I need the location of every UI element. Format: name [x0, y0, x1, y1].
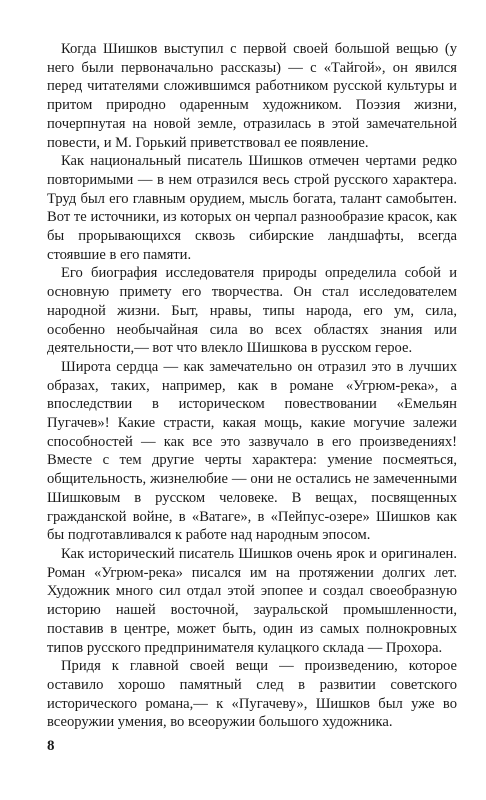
paragraph-historical-writer: Как исторический писатель Шишков очень ярок и оригинален. Роман «Угрюм-река» писался им на протяжении долгих лет. Художник много сил отдал этой эпопее и создал своеобразную историю нашей восточной, зауральской промышленности, поставив в центре, может быть, один из самых полнокровных типов русского предпринимателя кулацкого склада — Прохора.	[47, 545, 457, 656]
paragraph-pugachev: Придя к главной своей вещи — произведению, которое оставило хорошо памятный след в развитии советского исторического романа,— к «Пугачеву», Шишков был уже во всеоружии умения, во всеоружии большого художника.	[47, 658, 457, 731]
page-number: 8	[47, 738, 55, 754]
paragraph-national-writer: Как национальный писатель Шишков отмечен чертами редко повторимыми — в нем отразился весь строй русского характера. Труд был его главным орудием, мысль богата, талант самобытен. Вот те источники, из которых он черпал разнообразие красок, как бы прорывающихся сквозь сибирские ландшафты, всегда стоявшие в его памяти.	[47, 153, 457, 263]
paragraph-biography: Его биография исследователя природы определила собой и основную примету его творчества. Он стал исследователем народной жизни. Быт, нравы, типы народа, его ум, сила, особенно необычайная сила во всех областях знания или деятельности,— вот что влекло Шишкова в русском герое.	[47, 265, 457, 357]
body-text	[47, 40, 457, 732]
paragraph-taiga: Когда Шишков выступил с первой своей большой вещью (у него были первоначально рассказы) — с «Тайгой», он явился перед читателями сложившимся работником русской культуры и притом природно одаренным художником. Поэзия жизни, почерпнутая на новой земле, отразилась в этой замечательной повести, и М. Горький приветствовал ее появление.	[47, 41, 457, 151]
paragraph-breadth-of-heart: Широта сердца — как замечательно он отразил это в лучших образах, таких, например, как в романе «Угрюм-река», а впоследствии в историческом повествовании «Емельян Пугачев»! Какие страсти, какая мощь, какие могучие залежи способностей — как все это зазвучало в его произведениях! Вместе с тем другие черты характера: умение посмеяться, общительность, жизнелюбие — они не остались не замеченными Шишковым в русском человеке. В вещах, посвященных гражданской войне, в «Ватаге», в «Пейпус-озере» Шишков как бы подготавливался к работе над народным эпосом.	[47, 358, 457, 544]
